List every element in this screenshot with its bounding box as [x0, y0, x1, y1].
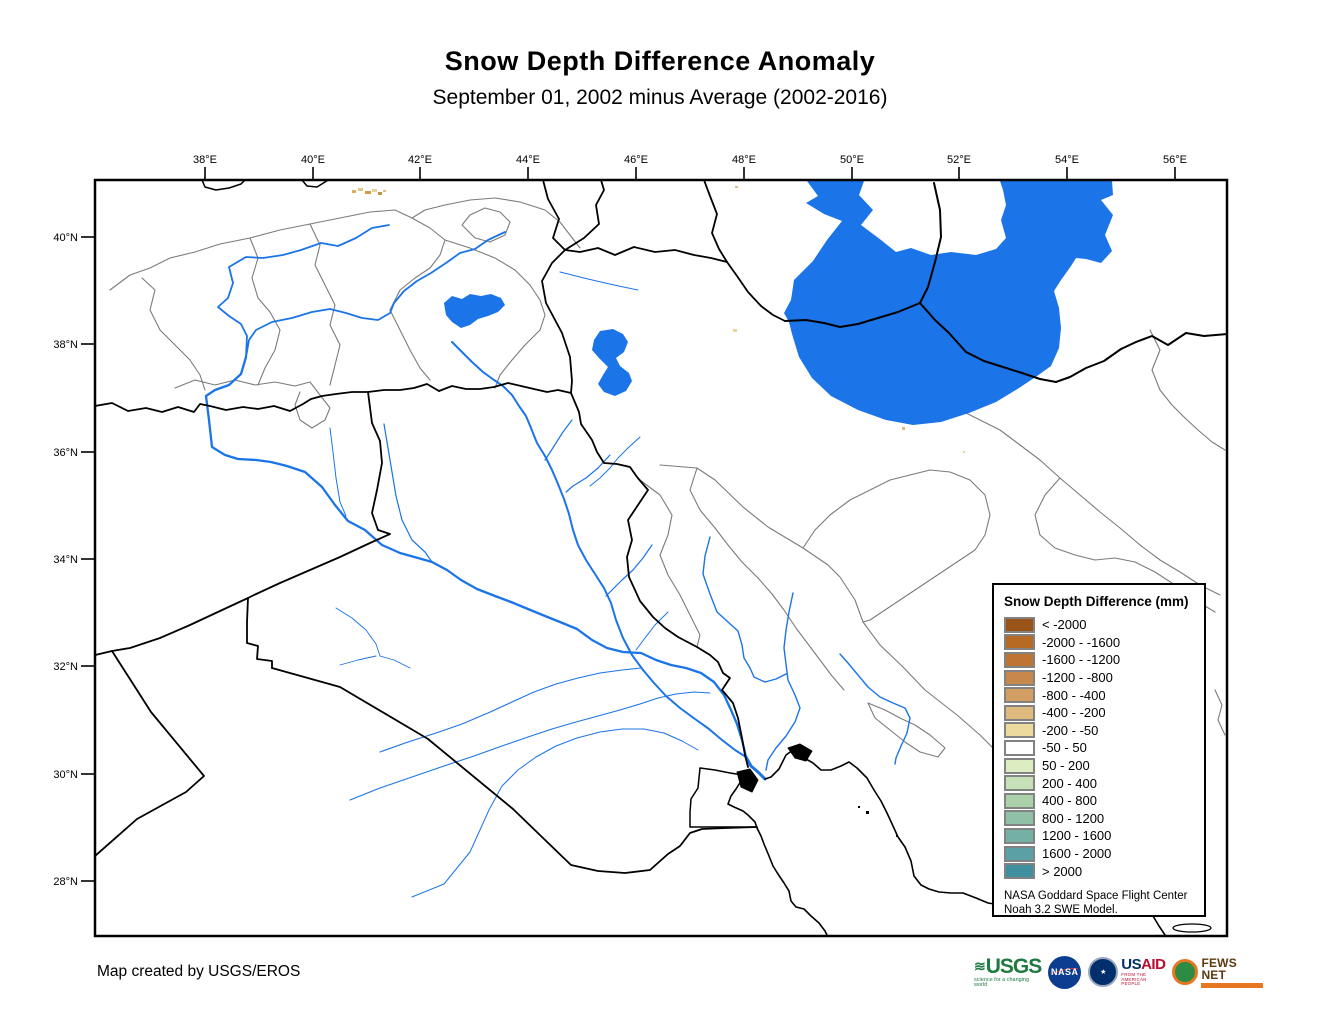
water-bodies	[444, 181, 1113, 425]
legend-item-label: 1600 - 2000	[1042, 846, 1112, 862]
wadi-e	[340, 656, 376, 665]
legend-item-label: 50 - 200	[1042, 758, 1090, 774]
legend-note-line1: NASA Goddard Space Flight Center	[1004, 889, 1188, 902]
legend-swatch	[1004, 634, 1035, 650]
page-subtitle: September 01, 2002 minus Average (2002-2016)	[432, 86, 888, 109]
lake-urmia	[592, 329, 632, 396]
legend-item	[1004, 634, 1204, 652]
river-se-iran	[840, 654, 910, 764]
legend-swatch	[1004, 740, 1035, 756]
legend-swatch	[1004, 758, 1035, 774]
latitude-tick-label: 36°N	[53, 447, 78, 459]
legend-swatch	[1004, 810, 1035, 826]
legend-note-line2: Noah 3.2 SWE Model.	[1004, 904, 1118, 917]
legend-swatch	[1004, 775, 1035, 791]
usaid-tagline: FROM THE AMERICAN PEOPLE	[1121, 972, 1147, 987]
bubiyan-island	[737, 769, 758, 792]
legend-swatch	[1004, 793, 1035, 809]
river-khabur	[384, 424, 432, 562]
border-syria-iraq	[247, 392, 390, 668]
border-iraq-saudi	[272, 668, 757, 873]
legend-item	[1004, 686, 1204, 704]
border-turkey-iran	[542, 250, 572, 393]
legend-item	[1004, 704, 1204, 722]
river-karun	[766, 593, 800, 770]
credit-text: Map created by USGS/EROS	[97, 963, 301, 980]
legend-item	[1004, 792, 1204, 810]
wadi-a	[380, 668, 641, 752]
longitude-tick-label: 48°E	[732, 154, 756, 166]
longitude-tick-label: 52°E	[947, 154, 971, 166]
legend-rows	[1004, 616, 1204, 880]
legend-item	[1004, 810, 1204, 828]
border-jordan-saudi	[95, 651, 204, 856]
latitude-tick-label: 28°N	[53, 876, 78, 888]
fewsnet-wordmark: FEWS NET	[1201, 955, 1237, 982]
legend-item	[1004, 827, 1204, 845]
usgs-wave-icon: ≋	[974, 958, 984, 974]
nasa-wordmark: NASA	[1050, 967, 1079, 977]
longitude-tick-label: 50°E	[840, 154, 864, 166]
legend-item	[1004, 845, 1204, 863]
fewsnet-bar	[1201, 983, 1263, 988]
longitude-tick-label: 56°E	[1163, 154, 1187, 166]
latitude-tick-label: 34°N	[53, 554, 78, 566]
longitude-tick-label: 40°E	[301, 154, 325, 166]
faw-peninsula	[788, 744, 812, 761]
border-turkey-syria	[95, 384, 439, 412]
legend-item-label: -2000 - -1600	[1042, 634, 1121, 650]
legend-swatch	[1004, 687, 1035, 703]
longitude-tick-label: 46°E	[624, 154, 648, 166]
legend-item	[1004, 651, 1204, 669]
legend-item-label: -400 - -200	[1042, 705, 1106, 721]
usgs-logo	[974, 956, 1041, 989]
legend	[992, 583, 1206, 917]
legend-item	[1004, 616, 1204, 634]
legend-item-label: 1200 - 1600	[1042, 828, 1112, 844]
fewsnet-globe-icon	[1172, 959, 1198, 985]
legend-swatch	[1004, 846, 1035, 862]
longitude-tick-label: 44°E	[516, 154, 540, 166]
nasa-logo	[1048, 956, 1081, 989]
legend-item	[1004, 739, 1204, 757]
legend-swatch	[1004, 705, 1035, 721]
usaid-wordmark-aid: AID	[1141, 956, 1166, 974]
partner-logos	[974, 951, 1237, 993]
latitude-tick-label: 40°N	[53, 232, 78, 244]
border-iraq-iran	[571, 393, 748, 767]
border-syria-jordan	[95, 598, 248, 655]
latitude-tick-label: 32°N	[53, 661, 78, 673]
longitude-tick-label: 38°E	[193, 154, 217, 166]
border-armenia-chain	[565, 247, 785, 321]
legend-swatch	[1004, 652, 1035, 668]
usaid-logo	[1088, 957, 1165, 987]
river-great-zab	[545, 420, 572, 460]
latitude-tick-label: 38°N	[53, 339, 78, 351]
river-murat	[246, 232, 505, 357]
usgs-wordmark: USGS	[985, 954, 1042, 978]
legend-item-label: -1600 - -1200	[1042, 652, 1121, 668]
legend-item-label: -50 - 50	[1042, 740, 1087, 756]
usaid-wordmark-us: US	[1121, 956, 1142, 974]
legend-item	[1004, 722, 1204, 740]
legend-item	[1004, 669, 1204, 687]
wadi-c	[412, 729, 698, 897]
fewsnet-logo	[1172, 957, 1263, 988]
wadi-b	[350, 692, 710, 800]
legend-item-label: 800 - 1200	[1042, 810, 1105, 826]
legend-item	[1004, 862, 1204, 880]
legend-swatch	[1004, 828, 1035, 844]
usgs-tagline: science for a changing world	[974, 976, 1030, 988]
latitude-tick-label: 30°N	[53, 769, 78, 781]
river-tigris	[452, 342, 746, 757]
longitude-tick-label: 54°E	[1055, 154, 1079, 166]
usaid-seal-icon: ★	[1088, 957, 1118, 987]
coast-gulf-west	[728, 776, 827, 935]
river-zab-upper	[590, 437, 640, 486]
legend-swatch	[1004, 863, 1035, 879]
legend-swatch	[1004, 722, 1035, 738]
caspian-sea	[784, 181, 1113, 425]
legend-item-label: > 2000	[1042, 863, 1083, 879]
legend-swatch	[1004, 617, 1035, 633]
river-karasu-loop	[218, 225, 389, 357]
legend-item	[1004, 774, 1204, 792]
legend-item-label: 200 - 400	[1042, 775, 1097, 791]
legend-item-label: 400 - 800	[1042, 793, 1097, 809]
legend-note	[1004, 889, 1204, 918]
legend-swatch	[1004, 670, 1035, 686]
legend-item-label: -800 - -400	[1042, 687, 1106, 703]
legend-item	[1004, 757, 1204, 775]
legend-item-label: < -2000	[1042, 617, 1087, 633]
river-aras-stub	[560, 272, 638, 290]
wadi-d	[336, 608, 410, 668]
legend-item-label: -200 - -50	[1042, 722, 1099, 738]
latitude-axis	[53, 232, 95, 888]
legend-title: Snow Depth Difference (mm)	[1004, 594, 1189, 609]
legend-item-label: -1200 - -800	[1042, 670, 1113, 686]
page-title: Snow Depth Difference Anomaly	[444, 46, 876, 76]
lake-van	[444, 294, 505, 328]
qeshm-island	[1173, 924, 1211, 932]
longitude-tick-label: 42°E	[408, 154, 432, 166]
river-zagros-trib	[636, 612, 668, 650]
longitude-axis	[193, 154, 1187, 180]
